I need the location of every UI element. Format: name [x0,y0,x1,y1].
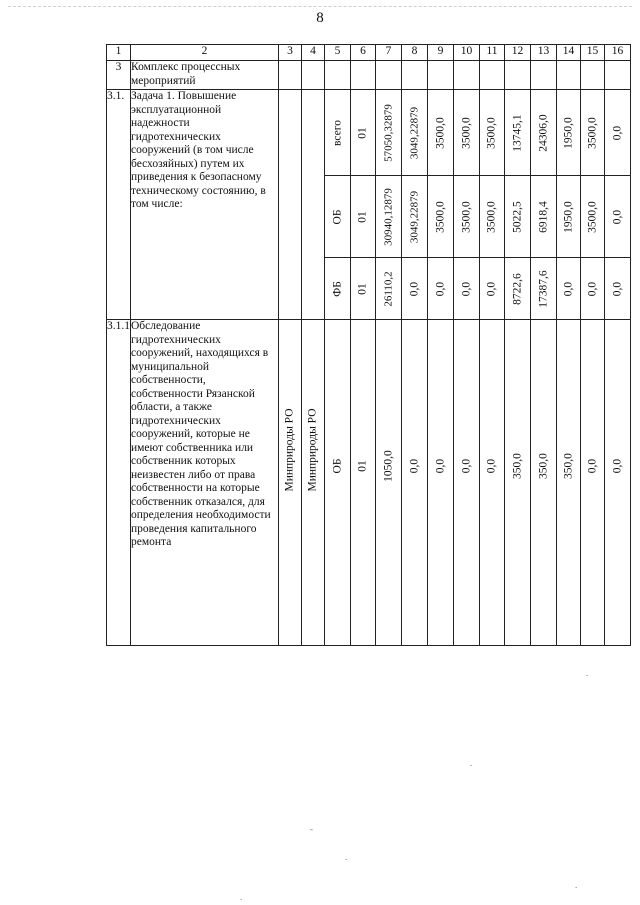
value-cell: 13745,1 [510,113,523,152]
value-cell: 0,0 [407,281,420,296]
value-cell: 0,0 [407,459,420,474]
header-cell: 15 [581,45,605,61]
value-cell: 0,0 [610,125,623,140]
value-cell: 0,0 [433,459,446,474]
value-cell: 6918,4 [536,200,549,233]
top-rule [8,6,632,7]
value-cell: 1050,0 [381,450,394,483]
funding-source: всего [330,119,343,146]
co-executor: Минприроды РО [306,408,319,492]
value-cell: 0,0 [610,209,623,224]
budget-code: 01 [356,126,369,139]
value-cell: 0,0 [459,281,472,296]
value-cell: 0,0 [433,281,446,296]
value-cell: 0,0 [561,281,574,296]
value-cell: 0,0 [585,459,598,474]
value-cell: 3500,0 [459,200,472,233]
budget-code: 01 [356,460,369,472]
value-cell: 1950,0 [561,200,574,233]
value-cell: 0,0 [610,459,623,474]
value-cell: 350,0 [536,453,549,480]
item-title: Обследование гидротехнических сооружений, находящихся в муниципальной собственности, собственности Рязанской области, а также гидротехнических сооружений, которые не имеют собственника или собственник которых неизвестен либо от права собственности на которые собственник отказался, для определения необходимости проведения капитального ремонта [131,320,279,646]
section-number: 3 [107,61,131,90]
value-cell: 3500,0 [459,116,472,149]
value-cell: 17387,6 [536,269,549,308]
section-title: Комплекс процессных мероприятий [131,61,279,90]
page-number: 8 [316,10,324,26]
value-cell: 0,0 [610,281,623,296]
funding-source: ОБ [330,458,343,474]
header-cell: 6 [351,45,376,61]
value-cell: 3500,0 [485,116,498,149]
header-cell: 7 [376,45,402,61]
value-cell: 350,0 [510,453,523,480]
funding-source: ФБ [330,280,343,297]
value-cell: 24306,0 [536,113,549,152]
value-cell: 8722,6 [510,272,523,305]
header-cell: 16 [605,45,631,61]
scan-speck: . [240,892,243,902]
value-cell: 3500,0 [585,116,598,149]
scan-speck: . [575,880,578,890]
header-cell: 8 [402,45,428,61]
value-cell: 1950,0 [561,116,574,149]
value-cell: 3500,0 [585,200,598,233]
header-cell: 13 [531,45,557,61]
value-cell: 26110,2 [381,270,394,307]
header-cell: 3 [279,45,302,61]
header-cell: 4 [302,45,325,61]
header-cell: 9 [428,45,454,61]
value-cell: 3500,0 [485,200,498,233]
item-row [107,320,631,646]
funding-source: ОБ [330,209,343,224]
header-cell: 2 [131,45,279,61]
value-cell: 30940,12879 [381,187,394,246]
value-cell: 0,0 [585,281,598,296]
budget-code: 01 [356,282,369,295]
value-cell: 350,0 [561,453,574,480]
value-cell: 5022,5 [510,200,523,233]
header-cell: 12 [505,45,531,61]
section-row [107,61,631,90]
value-cell: 0,0 [485,281,498,296]
program-table [106,44,631,646]
header-row [107,45,631,61]
budget-code: 01 [356,210,369,223]
task-number: 3.1. [107,90,131,320]
value-cell: 0,0 [459,459,472,474]
value-cell: 3049,22879 [407,106,420,159]
value-cell: 0,0 [485,459,498,474]
header-cell: 14 [557,45,581,61]
header-cell: 11 [480,45,505,61]
task-subrow-total [107,90,631,176]
value-cell: 3049,22879 [407,190,420,243]
scan-speck: . [470,758,473,768]
header-cell: 10 [454,45,480,61]
responsible-executor: Минприроды РО [283,408,296,492]
scan-speck: . [345,852,348,862]
value-cell: 3500,0 [433,200,446,233]
header-cell: 5 [325,45,351,61]
value-cell: 57050,32879 [381,103,394,162]
header-cell: 1 [107,45,131,61]
value-cell: 3500,0 [433,116,446,149]
scan-speck: . [586,668,589,678]
item-number: 3.1.1 [107,320,131,646]
task-title: Задача 1. Повышение эксплуатационной надежности гидротехнических сооружений (в том числе бесхозяйных) путем их приведения к безопасному техническому состоянию, в том числе: [131,90,279,320]
scan-speck: - [310,824,313,834]
